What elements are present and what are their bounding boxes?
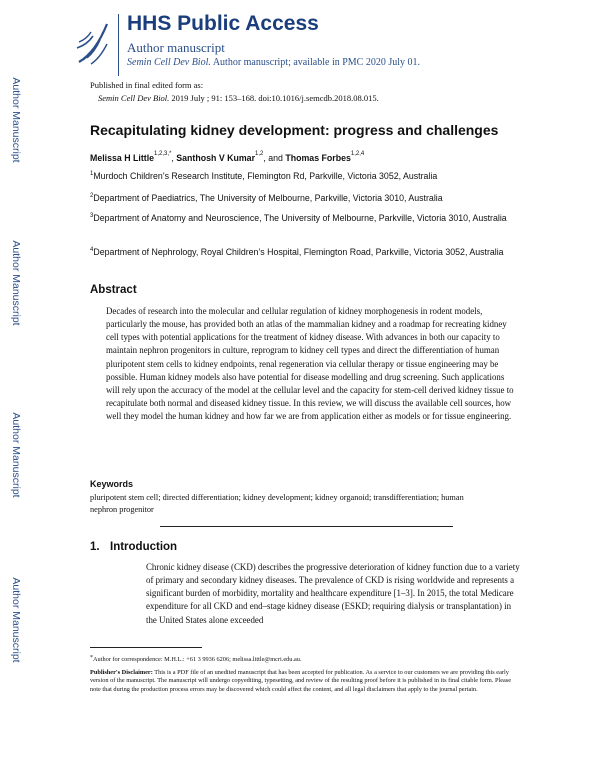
introduction-heading: Introduction xyxy=(110,541,178,553)
publisher-disclaimer xyxy=(90,669,522,694)
availability-text: Author manuscript; available in PMC 2020 July 01. xyxy=(210,57,421,68)
journal-availability xyxy=(127,57,420,68)
affiliation-number: 3 xyxy=(90,213,94,219)
affiliation-4 xyxy=(90,246,520,259)
publication-citation xyxy=(98,93,379,103)
affiliation-2 xyxy=(90,192,520,205)
author-name: Santhosh V Kumar xyxy=(176,153,255,163)
author-affiliation-sup: 1,2,3,* xyxy=(154,151,172,157)
published-label: Published in final edited form as: xyxy=(90,80,204,90)
author-list xyxy=(90,153,364,163)
keywords-heading: Keywords xyxy=(90,479,134,489)
disclaimer-label: Publisher's Disclaimer: xyxy=(90,669,153,676)
affiliation-text: Department of Anatomy and Neuroscience, The University of Melbourne, Parkville, Victoria 3010, Australia xyxy=(93,213,507,223)
footnote-mark: * xyxy=(90,655,93,661)
abstract-heading: Abstract xyxy=(90,284,137,296)
article-title: Recapitulating kidney development: progress and challenges xyxy=(90,122,499,138)
affiliation-text: Murdoch Children’s Research Institute, Flemington Rd, Parkville, Victoria 3052, Australia xyxy=(93,171,438,181)
introduction-text: Chronic kidney disease (CKD) describes the progressive deterioration of kidney function due to a variety of primary and secondary kidney diseases. The prevalence of CKD is rising worldwide and represents a significant burden of morbidity, mortality and healthcare expenditure [1–3]. In 2015, the total Medicare expenditure for all CKD and end–stage kidney disease (ESKD; requiring dialysis or transplantation) in the United States alone exceeded xyxy=(146,562,520,625)
side-label-2: Author Manuscript xyxy=(10,240,22,326)
author-manuscript-label: Author manuscript xyxy=(127,40,225,55)
author-affiliation-sup: 1,2 xyxy=(255,151,264,157)
hhs-eagle-logo-icon xyxy=(73,18,113,68)
affiliation-text: Department of Nephrology, Royal Children’s Hospital, Flemington Road, Parkville, Victoria 3052, Australia xyxy=(93,247,504,257)
author-name: Melissa H Little xyxy=(90,153,155,163)
affiliation-number: 1 xyxy=(90,171,94,177)
hhs-public-access-title: HHS Public Access xyxy=(127,12,319,35)
correspondence-text: Author for correspondence: M.H.L.: +61 3 9936 6206; melissa.little@mcri.edu.au. xyxy=(93,656,302,663)
disclaimer-text: This is a PDF file of an unedited manuscript that has been accepted for publication. As a service to our customers we are providing this early version of the manuscript. The manuscript will undergo copyediting, typesetting, and review of the resulting proof before it is published in its final citable form. Please note that during the production process errors may be discovered which could affect the content, and all legal disclaimers that apply to the journal pertain. xyxy=(90,669,512,693)
side-label-4: Author Manuscript xyxy=(10,577,22,663)
citation-details: 2019 July ; 91: 153–168. doi:10.1016/j.semcdb.2018.08.015. xyxy=(169,93,379,103)
footnote-divider xyxy=(90,647,202,648)
correspondence-footnote xyxy=(90,656,520,664)
author-name: Thomas Forbes xyxy=(285,153,351,163)
side-label-1: Author Manuscript xyxy=(10,77,22,163)
journal-short-name: Semin Cell Dev Biol. xyxy=(127,57,211,68)
affiliation-3 xyxy=(90,212,520,225)
affiliation-number: 2 xyxy=(90,193,94,199)
author-separator: , and xyxy=(263,153,286,163)
author-affiliation-sup: 1,2,4 xyxy=(350,151,365,157)
header-divider xyxy=(118,14,119,76)
affiliation-text: Department of Paediatrics, The University of Melbourne, Parkville, Victoria 3010, Australia xyxy=(93,193,443,203)
author-separator: , xyxy=(171,153,177,163)
section-divider xyxy=(160,526,453,527)
affiliation-1 xyxy=(90,170,520,183)
affiliation-number: 4 xyxy=(90,247,94,253)
side-label-3: Author Manuscript xyxy=(10,412,22,498)
abstract-text: Decades of research into the molecular and cellular regulation of kidney morphogenesis in rodent models, particularly the mouse, has provided both an atlas of the mammalian kidney and a roadmap for recreating kidney cell types with potential applications for the treatment of kidney disease. With advances in both our capacity to maintain nephron progenitors in culture, reprogram to kidney cell types and direct the differentiation of human pluripotent stem cells to kidney endpoints, renal regeneration via cellular therapy or tissue engineering may be possible. Human kidney models also have potential for disease modelling and drug screening. Such applications will rely upon the accuracy of the model at the cellular level and the capacity for stem-cell derived kidney tissue to recapitulate both normal and diseased kidney tissue. In this review, we will discuss the available cell sources, how well they model the human kidney and how far we are from application either as models or for tissue engineering. xyxy=(106,306,514,422)
citation-journal: Semin Cell Dev Biol. xyxy=(98,93,170,103)
section-number: 1. xyxy=(90,541,100,553)
keywords-text: pluripotent stem cell; directed differentiation; kidney development; kidney organoid; transdifferentiation; human nephron progenitor xyxy=(90,493,464,514)
